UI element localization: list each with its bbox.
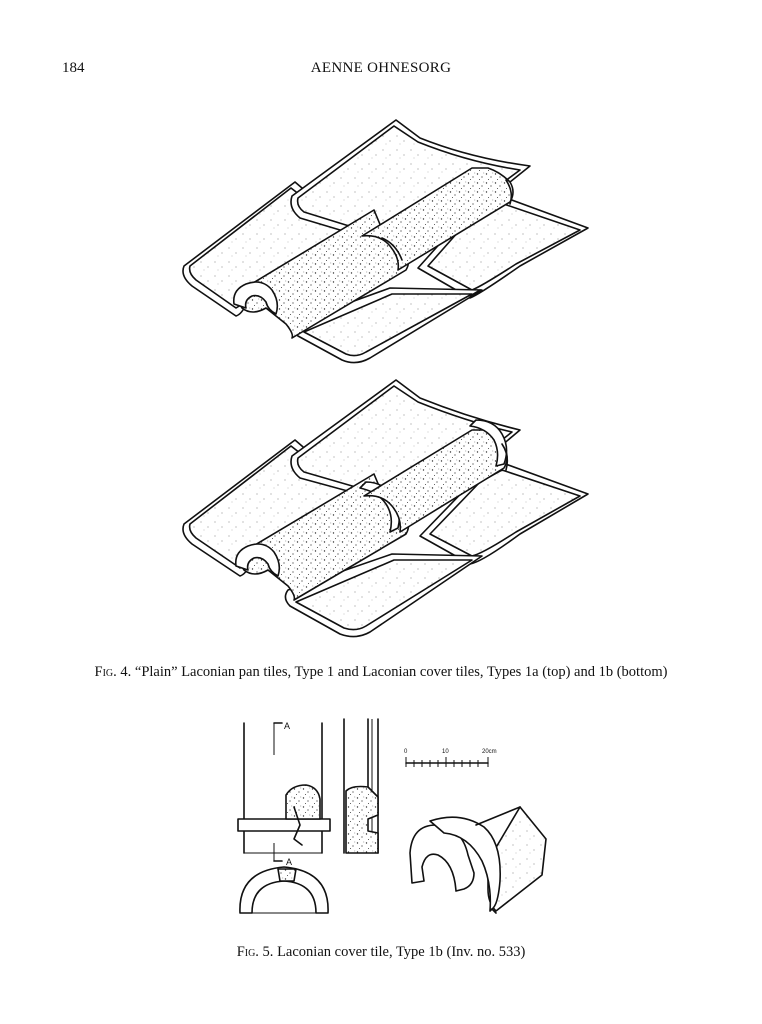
page-number: 184 — [62, 60, 85, 76]
running-head: AENNE OHNESORG — [310, 60, 452, 76]
fig5-end-view — [240, 867, 328, 913]
section-label-top: A — [284, 721, 291, 731]
figure-5-caption — [0, 944, 762, 961]
figure-4-caption — [0, 664, 762, 681]
fig5-perspective-view — [410, 807, 546, 913]
scale-label-10: 10 — [442, 749, 449, 755]
fig5-front-elevation — [238, 723, 330, 861]
scale-label-0: 0 — [404, 749, 408, 755]
fig5-side-section — [344, 719, 378, 853]
figure-4-caption-text: “Plain” Laconian pan tiles, Type 1 and Laconian cover tiles, Types 1a (top) and 1b (bottom) — [134, 664, 668, 680]
figure-5-caption-text: Laconian cover tile, Type 1b (Inv. no. 533) — [277, 944, 526, 960]
figure-4-label: Fig. 4. — [94, 664, 132, 680]
scale-label-20cm: 20cm — [482, 749, 497, 755]
fig4-top-drawing — [170, 118, 600, 368]
fig4-bottom-drawing — [170, 378, 600, 648]
section-label-bottom: A — [286, 857, 293, 867]
fig5-drawing — [230, 715, 560, 925]
fig5-scale-bar — [406, 757, 488, 767]
figure-5-label: Fig. 5. — [236, 944, 274, 960]
